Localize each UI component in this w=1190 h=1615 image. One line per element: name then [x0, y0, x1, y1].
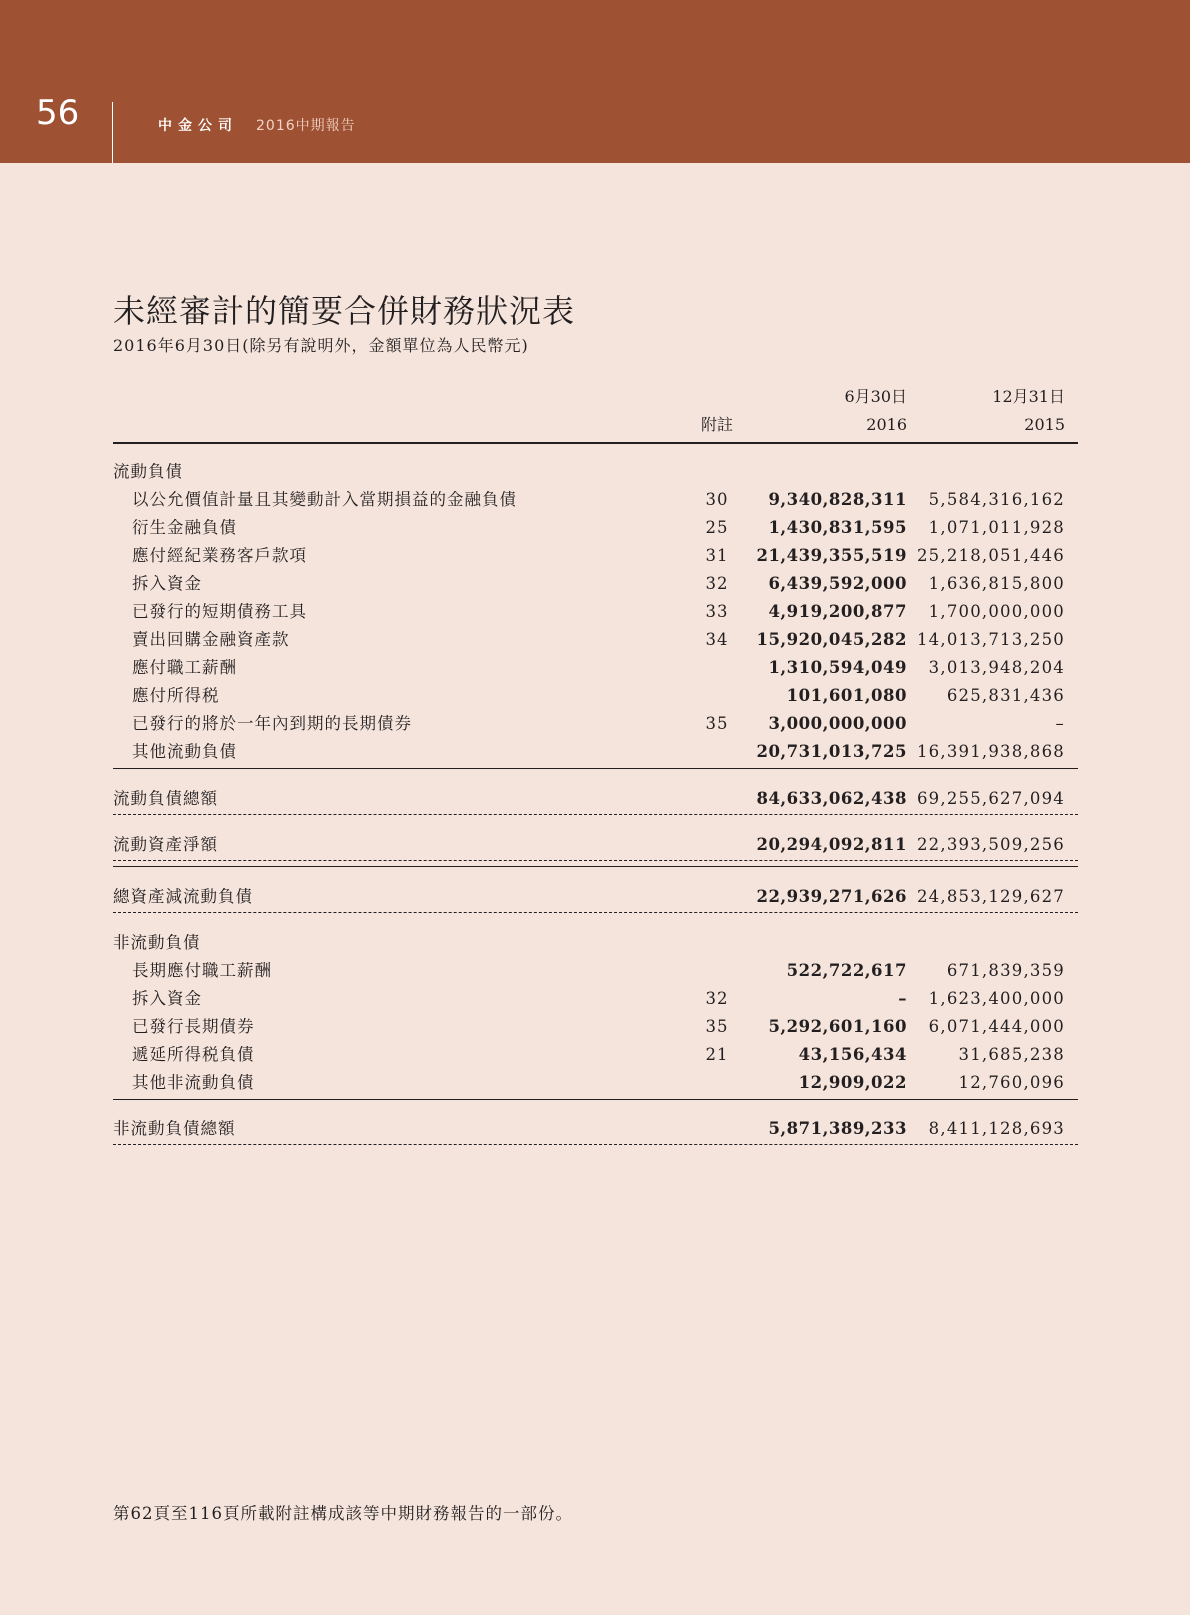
row-label: 非流動負債 [113, 933, 201, 952]
page-title: 未經審計的簡要合併財務狀況表 [113, 292, 576, 330]
section-heading-non-current-liabilities [0, 929, 1190, 957]
row-label: 非流動負債總額 [113, 1119, 236, 1138]
table-row [0, 682, 1190, 710]
page-number: 56 [36, 93, 80, 133]
row-label: 拆入資金 [132, 989, 202, 1008]
row-note: 31 [705, 546, 729, 565]
row-value-2016: 4,919,200,877 [768, 602, 907, 621]
row-label: 已發行的將於一年內到期的長期債券 [132, 714, 412, 733]
section-heading-current-liabilities [0, 458, 1190, 486]
row-value-2015: 16,391,938,868 [916, 742, 1065, 761]
row-value-2016: – [898, 989, 907, 1008]
table-row [0, 654, 1190, 682]
row-label: 應付所得税 [132, 686, 220, 705]
table-row [0, 1041, 1190, 1069]
row-value-2015: 5,584,316,162 [928, 490, 1065, 509]
table-row [0, 1069, 1190, 1097]
note-column-header: 附註 [700, 415, 733, 434]
col-2015-header-year: 2015 [1024, 415, 1065, 434]
row-value-2016: 522,722,617 [786, 961, 907, 980]
row-note: 21 [705, 1045, 729, 1064]
row-value-2016: 101,601,080 [786, 686, 907, 705]
page-subtitle: 2016年6月30日(除另有說明外，金額單位為人民幣元) [113, 336, 529, 355]
row-value-2016: 15,920,045,282 [756, 630, 907, 649]
row-value-2015: 69,255,627,094 [916, 789, 1065, 808]
row-value-2016: 1,310,594,049 [768, 658, 907, 677]
total-dashed-rule [113, 1144, 1078, 1145]
subtotal-rule [113, 866, 1078, 867]
table-row [0, 710, 1190, 738]
row-value-2016: 22,939,271,626 [756, 887, 907, 906]
total-row [0, 831, 1190, 859]
table-row [0, 570, 1190, 598]
table-row [0, 1013, 1190, 1041]
row-value-2015: 1,700,000,000 [928, 602, 1065, 621]
table-row [0, 738, 1190, 766]
row-note: 35 [705, 714, 729, 733]
row-label: 應付經紀業務客戶款項 [132, 546, 307, 565]
row-label: 已發行的短期債務工具 [132, 602, 307, 621]
row-note: 25 [705, 518, 729, 537]
row-note: 32 [705, 574, 729, 593]
row-value-2016: 20,731,013,725 [756, 742, 907, 761]
row-value-2016: 1,430,831,595 [768, 518, 907, 537]
col-2016-header-year: 2016 [866, 415, 907, 434]
row-value-2015: 8,411,128,693 [928, 1119, 1065, 1138]
row-value-2015: 31,685,238 [958, 1045, 1065, 1064]
row-label: 應付職工薪酬 [132, 658, 237, 677]
table-row [0, 626, 1190, 654]
table-row [0, 514, 1190, 542]
total-row [0, 785, 1190, 813]
row-value-2016: 3,000,000,000 [768, 714, 907, 733]
row-label: 流動資產淨額 [113, 835, 218, 854]
row-value-2016: 5,292,601,160 [768, 1017, 907, 1036]
row-value-2016: 84,633,062,438 [756, 789, 907, 808]
row-label: 總資產減流動負債 [113, 887, 253, 906]
row-note: 35 [705, 1017, 729, 1036]
row-value-2016: 5,871,389,233 [768, 1119, 907, 1138]
total-dashed-rule [113, 814, 1078, 815]
table-row [0, 957, 1190, 985]
total-row [0, 883, 1190, 911]
col-2016-header-date: 6月30日 [844, 387, 907, 406]
row-value-2015: 1,636,815,800 [928, 574, 1065, 593]
row-label: 其他非流動負債 [132, 1073, 255, 1092]
row-value-2015: 25,218,051,446 [916, 546, 1065, 565]
row-label: 流動負債總額 [113, 789, 218, 808]
row-note: 34 [705, 630, 729, 649]
row-value-2015: 6,071,444,000 [928, 1017, 1065, 1036]
row-value-2015: 1,071,011,928 [928, 518, 1065, 537]
table-row [0, 598, 1190, 626]
header-band [0, 0, 1190, 163]
row-value-2016: 9,340,828,311 [768, 490, 907, 509]
row-value-2016: 21,439,355,519 [756, 546, 907, 565]
row-label: 以公允價值計量且其變動計入當期損益的金融負債 [132, 490, 517, 509]
footer-note: 第62頁至116頁所載附註構成該等中期財務報告的一部份。 [113, 1504, 573, 1523]
report-name: 2016中期報告 [256, 118, 356, 134]
row-note: 32 [705, 989, 729, 1008]
row-value-2016: 20,294,092,811 [756, 835, 907, 854]
row-label: 賣出回購金融資產款 [132, 630, 290, 649]
row-label: 流動負債 [113, 462, 183, 481]
row-value-2015: 3,013,948,204 [928, 658, 1065, 677]
row-label: 衍生金融負債 [132, 518, 237, 537]
row-label: 拆入資金 [132, 574, 202, 593]
row-value-2015: 625,831,436 [946, 686, 1065, 705]
row-value-2015: 14,013,713,250 [916, 630, 1065, 649]
table-row [0, 542, 1190, 570]
table-row [0, 985, 1190, 1013]
total-dashed-rule [113, 912, 1078, 913]
row-value-2015: 24,853,129,627 [916, 887, 1065, 906]
row-label: 遞延所得税負債 [132, 1045, 255, 1064]
subtotal-rule [113, 1099, 1078, 1100]
table-row [0, 486, 1190, 514]
row-value-2015: 12,760,096 [958, 1073, 1065, 1092]
total-row [0, 1115, 1190, 1143]
header-divider [112, 102, 113, 163]
row-value-2016: 12,909,022 [798, 1073, 907, 1092]
col-2015-header-date: 12月31日 [992, 387, 1065, 406]
row-label: 已發行長期債券 [132, 1017, 255, 1036]
company-name: 中金公司 [158, 118, 238, 134]
header-rule [113, 442, 1078, 444]
row-note: 30 [705, 490, 729, 509]
row-label: 長期應付職工薪酬 [132, 961, 272, 980]
row-value-2015: 22,393,509,256 [916, 835, 1065, 854]
total-dashed-rule [113, 860, 1078, 861]
row-label: 其他流動負債 [132, 742, 237, 761]
row-value-2015: 671,839,359 [946, 961, 1065, 980]
row-value-2015: 1,623,400,000 [928, 989, 1065, 1008]
row-value-2016: 6,439,592,000 [768, 574, 907, 593]
row-value-2016: 43,156,434 [798, 1045, 907, 1064]
row-note: 33 [705, 602, 729, 621]
row-value-2015: – [1055, 714, 1065, 733]
subtotal-rule [113, 768, 1078, 769]
